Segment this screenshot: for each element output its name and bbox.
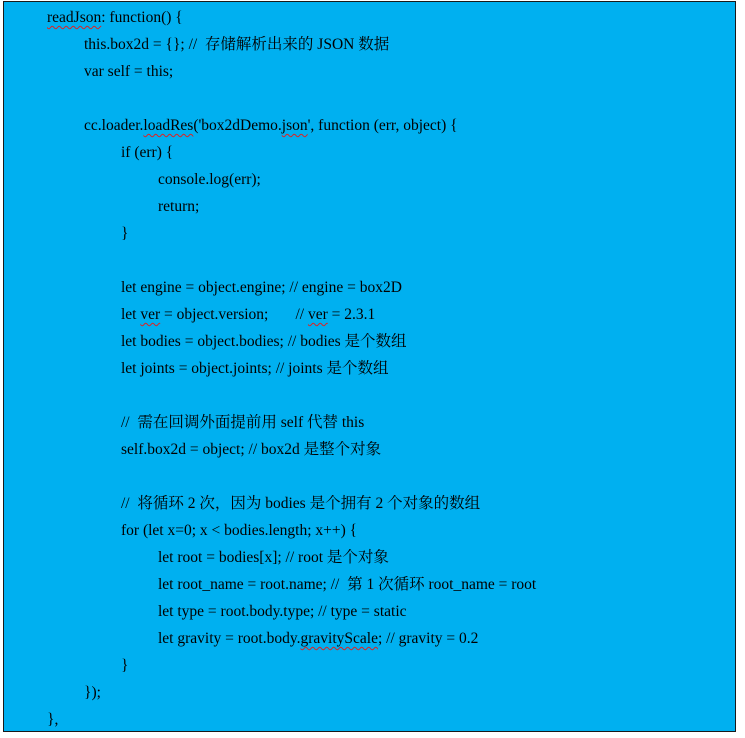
code-text: let joints = object.joints; // joints 是个数组	[121, 360, 389, 377]
code-text: if (err) {	[121, 144, 174, 161]
code-line	[84, 31, 389, 58]
code-text: let root = bodies[x]; // root 是个对象	[158, 549, 389, 566]
code-text: ; // gravity = 0.2	[377, 630, 479, 647]
code-line	[121, 274, 402, 301]
code-text: // 需在回调外面提前用 self 代替 this	[121, 414, 365, 431]
spellcheck-flagged-text: loadRes	[143, 117, 194, 134]
code-text: var self = this;	[84, 63, 174, 80]
code-line	[121, 220, 128, 247]
code-line	[158, 193, 199, 220]
code-line	[84, 112, 458, 139]
code-line	[121, 355, 389, 382]
code-text: let engine = object.engine; // engine = box2D	[121, 279, 402, 296]
code-line	[47, 706, 58, 733]
code-text: });	[84, 684, 101, 701]
spellcheck-flagged-text: readJson	[47, 9, 102, 26]
spellcheck-flagged-text: gravityScale	[300, 630, 378, 647]
code-line	[158, 625, 478, 652]
code-text: for (let x=0; x < bodies.length; x++) {	[121, 522, 358, 539]
code-text: // 将循环 2 次，因为 bodies 是个拥有 2 个对象的数组	[121, 495, 481, 512]
code-text: ('box2dDemo.	[193, 117, 282, 134]
code-text: = object.version; //	[160, 306, 308, 323]
code-line	[121, 301, 375, 328]
code-line	[121, 490, 480, 517]
code-line	[158, 571, 536, 598]
spellcheck-flagged-text: ver	[307, 306, 328, 323]
code-text: let root_name = root.name; // 第 1 次循环 root_name = root	[158, 576, 537, 593]
code-line	[121, 517, 357, 544]
code-text: : function() {	[101, 9, 183, 26]
code-text: let gravity = root.body.	[158, 630, 301, 647]
code-text: }	[121, 225, 129, 242]
code-line	[121, 409, 364, 436]
code-text: }	[121, 657, 129, 674]
code-text: ', function (err, object) {	[307, 117, 458, 134]
code-block	[3, 1, 736, 732]
code-line	[121, 328, 407, 355]
code-text: self.box2d = object; // box2d 是整个对象	[121, 441, 382, 458]
code-text: = 2.3.1	[327, 306, 376, 323]
code-line	[47, 4, 183, 31]
code-line	[121, 436, 381, 463]
code-text: console.log(err);	[158, 171, 261, 188]
code-text: return;	[158, 198, 200, 215]
code-line	[84, 679, 101, 706]
spellcheck-flagged-text: json	[281, 117, 308, 134]
spellcheck-flagged-text: ver	[140, 306, 161, 323]
code-line	[84, 58, 173, 85]
code-text: },	[47, 711, 59, 728]
code-text: cc.loader.	[84, 117, 144, 134]
code-line	[158, 598, 407, 625]
code-text: let bodies = object.bodies; // bodies 是个数组	[121, 333, 407, 350]
code-line	[121, 139, 173, 166]
code-text: let	[121, 306, 141, 323]
code-text: this.box2d = {}; // 存储解析出来的 JSON 数据	[84, 36, 390, 53]
code-text: let type = root.body.type; // type = static	[158, 603, 407, 620]
code-line	[158, 544, 389, 571]
code-line	[121, 652, 128, 679]
code-line	[158, 166, 261, 193]
